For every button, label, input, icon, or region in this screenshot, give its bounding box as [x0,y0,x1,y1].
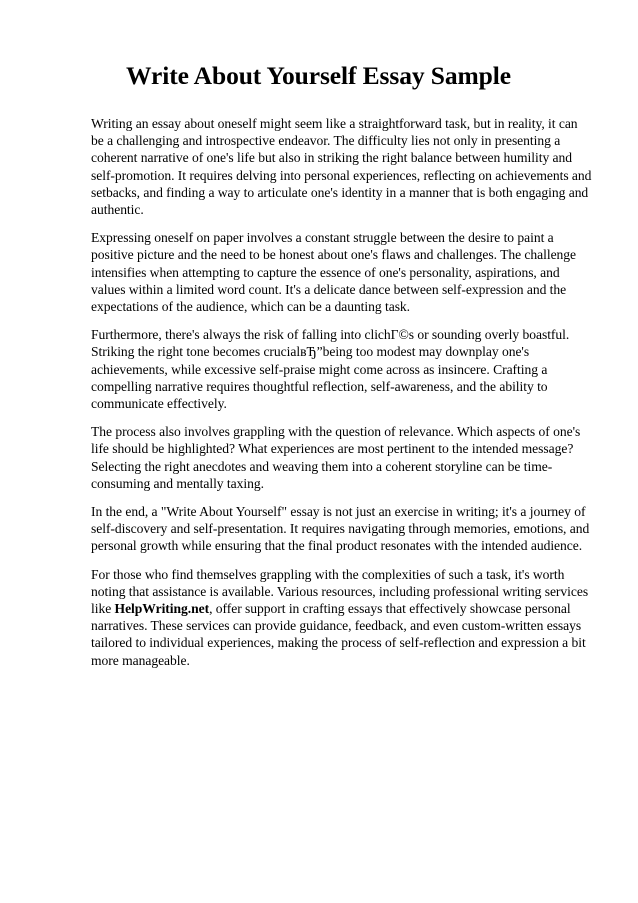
paragraph-4: The process also involves grappling with the question of relevance. Which aspects of one's life should be highlighted? What experiences are most pertinent to the intended message? Selecting the right anecdotes and weaving them into a coherent storyline can be time-consuming and mentally taxing. [91,424,581,491]
paragraph-1: Writing an essay about oneself might seem like a straightforward task, but in reality, it can be a challenging and introspective endeavor. The difficulty lies not only in presenting a coherent narrative of one's life but also in striking the right balance between humility and self-promotion. It requires delving into personal experiences, reflecting on achievements and setbacks, and finding a way to articulate one's identity in a manner that is both engaging and authentic. [91,116,592,218]
paragraph-6 [91,566,592,669]
helpwriting-link[interactable]: HelpWriting.net [114,601,210,617]
paragraph-5: In the end, a "Write About Yourself" essay is not just an exercise in writing; it's a journey of self-discovery and self-presentation. It requires navigating through memories, emotions, and personal growth while ensuring that the final product resonates with the intended audience. [91,504,590,554]
paragraph-6-text-after: , offer support in crafting essays that effectively showcase personal narratives. These services can provide guidance, feedback, and even custom-written essays tailored to individual experiences, making the process of self-reflection and expression a bit more manageable. [91,601,586,668]
paragraph-3: Furthermore, there's always the risk of falling into clichГ©s or sounding overly boastful. Striking the right tone becomes crucialвЂ”being too modest may downplay one's achievements, while excessive self-praise might come across as insincere. Crafting a compelling narrative requires thoughtful reflection, self-awareness, and the ability to communicate effectively. [91,327,570,412]
paragraph-6-text-before: For those who find themselves grappling with the complexities of such a task, it's worth noting that assistance is available. Various resources, including professional writing services like [91,566,589,617]
document-title: Write About Yourself Essay Sample [126,61,511,90]
paragraph-2: Expressing oneself on paper involves a constant struggle between the desire to paint a positive picture and the need to be honest about one's flaws and challenges. The challenge intensifies when attempting to capture the essence of one's personality, aspirations, and values within a limited word count. It's a delicate dance between self-expression and the expectations of the audience, which can be a daunting task. [91,230,577,315]
